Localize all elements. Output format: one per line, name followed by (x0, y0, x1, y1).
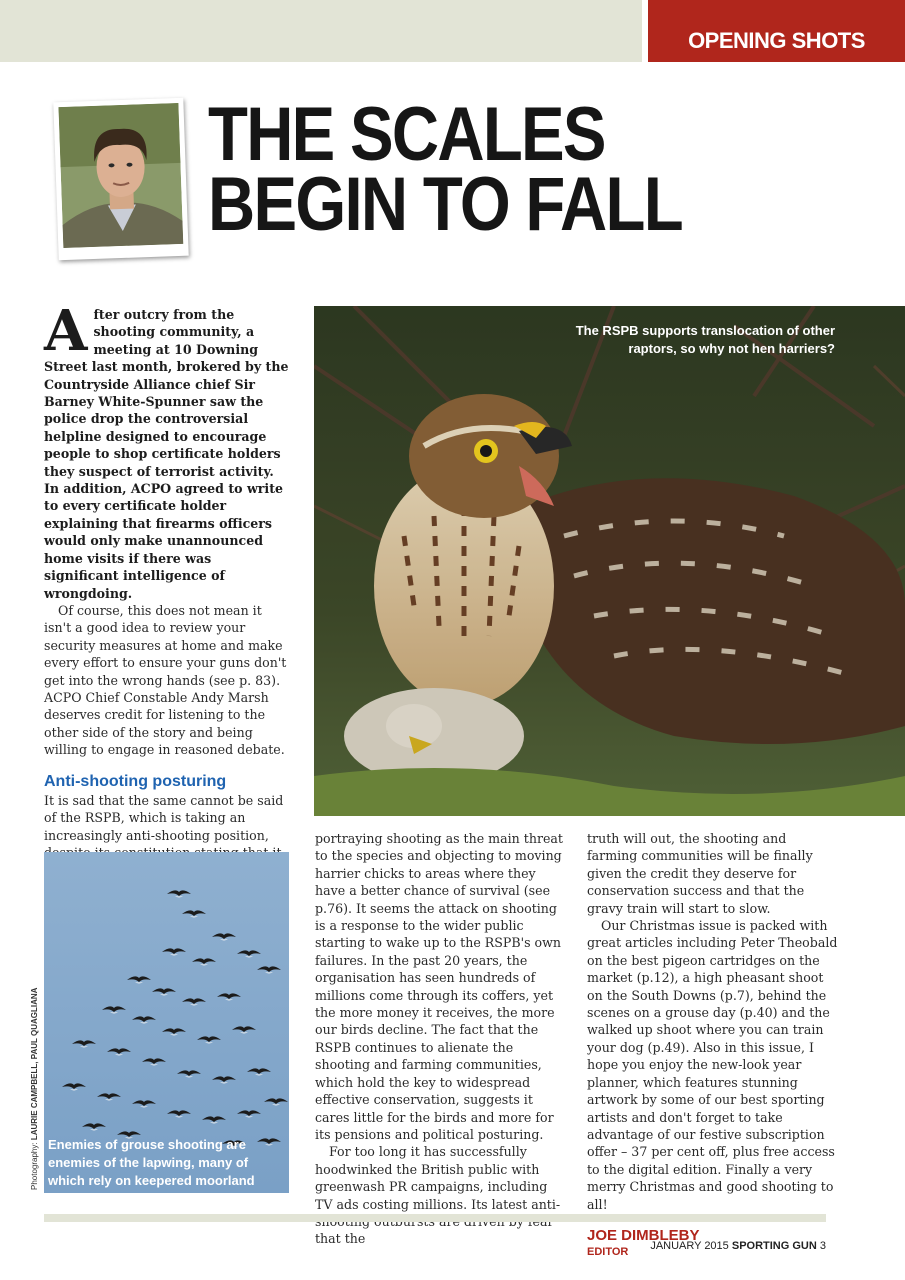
footer-magazine: SPORTING GUN (731, 1240, 817, 1252)
body-paragraph: Our Christmas issue is packed with great articles including Peter Theobald on the best pigeon cartridges on the market (p.12), a high pheasant shoot on the South Downs (p.7), behind the scenes on a grouse day (p.40) and the walked up shoot where you can train your dog (p.49). Also in this issue, I hope you enjoy the new-look year planner, which features stunning artwork by some of our best sporting artists and don't forget to take advantage of our festive subscription offer – 37 per cent off, plus free access to the digital edition. Finally a very merry Christmas and good shooting to all! (587, 918, 838, 1212)
editor-portrait (53, 98, 188, 260)
photo-credit (30, 987, 39, 1190)
intro-text: fter outcry from the shooting community, a meeting at 10 Downing Street last month, brokered by the Countryside Alliance chief Sir Barney White-Spunner saw the police drop the controversial helpline designed to encourage people to shop certificate holders they suspect of terrorist activity. In addition, ACPO agreed to write to every certificate holder explaining that firearms officers would only make unannounced home visits if there was significant intelligence of wrongdoing. (44, 307, 289, 601)
photo-credit-label: Photography: (30, 1142, 39, 1190)
photo-caption-main: The RSPB supports translocation of other raptors, so why not hen harriers? (575, 323, 835, 356)
headline (208, 92, 690, 247)
body-paragraph: Of course, this does not mean it isn't a good idea to review your security measures at home and make every effort to ensure your guns don't get into the wrong hands (see p. 83). ACPO Chief Constable Andy Marsh deserves credit for listening to the other side of the story and being willing to engage in reasoned debate. (44, 602, 287, 758)
headline-line-2: BEGIN TO FALL (208, 162, 682, 247)
drop-cap: A (44, 298, 88, 364)
article-column-3 (587, 830, 839, 1262)
section-label: OPENING SHOTS (688, 28, 865, 53)
author-name: JOE DIMBLEBY (587, 1226, 700, 1244)
body-paragraph: truth will out, the shooting and farming communities will be finally given the credit they deserve for conservation success and that the gravy train will start to slow. (587, 831, 813, 916)
footer-rule (44, 1214, 826, 1222)
footer-date: JANUARY 2015 (650, 1240, 729, 1252)
page-footer (600, 1240, 826, 1252)
intro-paragraph (44, 298, 290, 602)
author-role: EDITOR (587, 1246, 629, 1259)
photo-caption-lapwing: Enemies of grouse shooting are enemies of the lapwing, many of which rely on keepered moorland (48, 1137, 255, 1188)
body-paragraph: For too long it has successfully hoodwinked the British public with greenwash PR campaigns, including TV ads costing millions. Its latest anti- that the (315, 1144, 561, 1247)
header-band (0, 0, 642, 62)
body-paragraph: It is sad that the same cannot be said of the RSPB, which is taking an increasingly anti-shooting position, (44, 792, 284, 843)
article-column-2 (315, 830, 567, 1248)
hen-harrier-photo (314, 306, 905, 816)
page-number: 3 (819, 1240, 826, 1252)
headline-line-1: THE SCALES (208, 92, 605, 177)
body-paragraph: portraying shooting as the main threat to the species and objecting to moving harrier chicks to areas where they have a better chance of survival (see p.76). It seems the attack on shooting is a response to the wider public starting to wake up to the RSPB's own failures. In the past 20 years, the organisation has seen hundreds of millions come through its coffers, yet the more money it receives, the more our birds decline. The fact that the RSPB continues to alienate the shooting and farming communities, which hold the key to widespread effective conservation, suggests it cares little for the birds and more for its pensions and political posturing. (315, 831, 563, 1142)
hen-harrier-image (314, 306, 905, 816)
editor-portrait-image (58, 103, 183, 248)
subheading: Anti-shooting posturing (44, 772, 227, 790)
photo-credit-names: LAURIE CAMPBELL, PAUL QUAGLIANA (30, 987, 39, 1141)
